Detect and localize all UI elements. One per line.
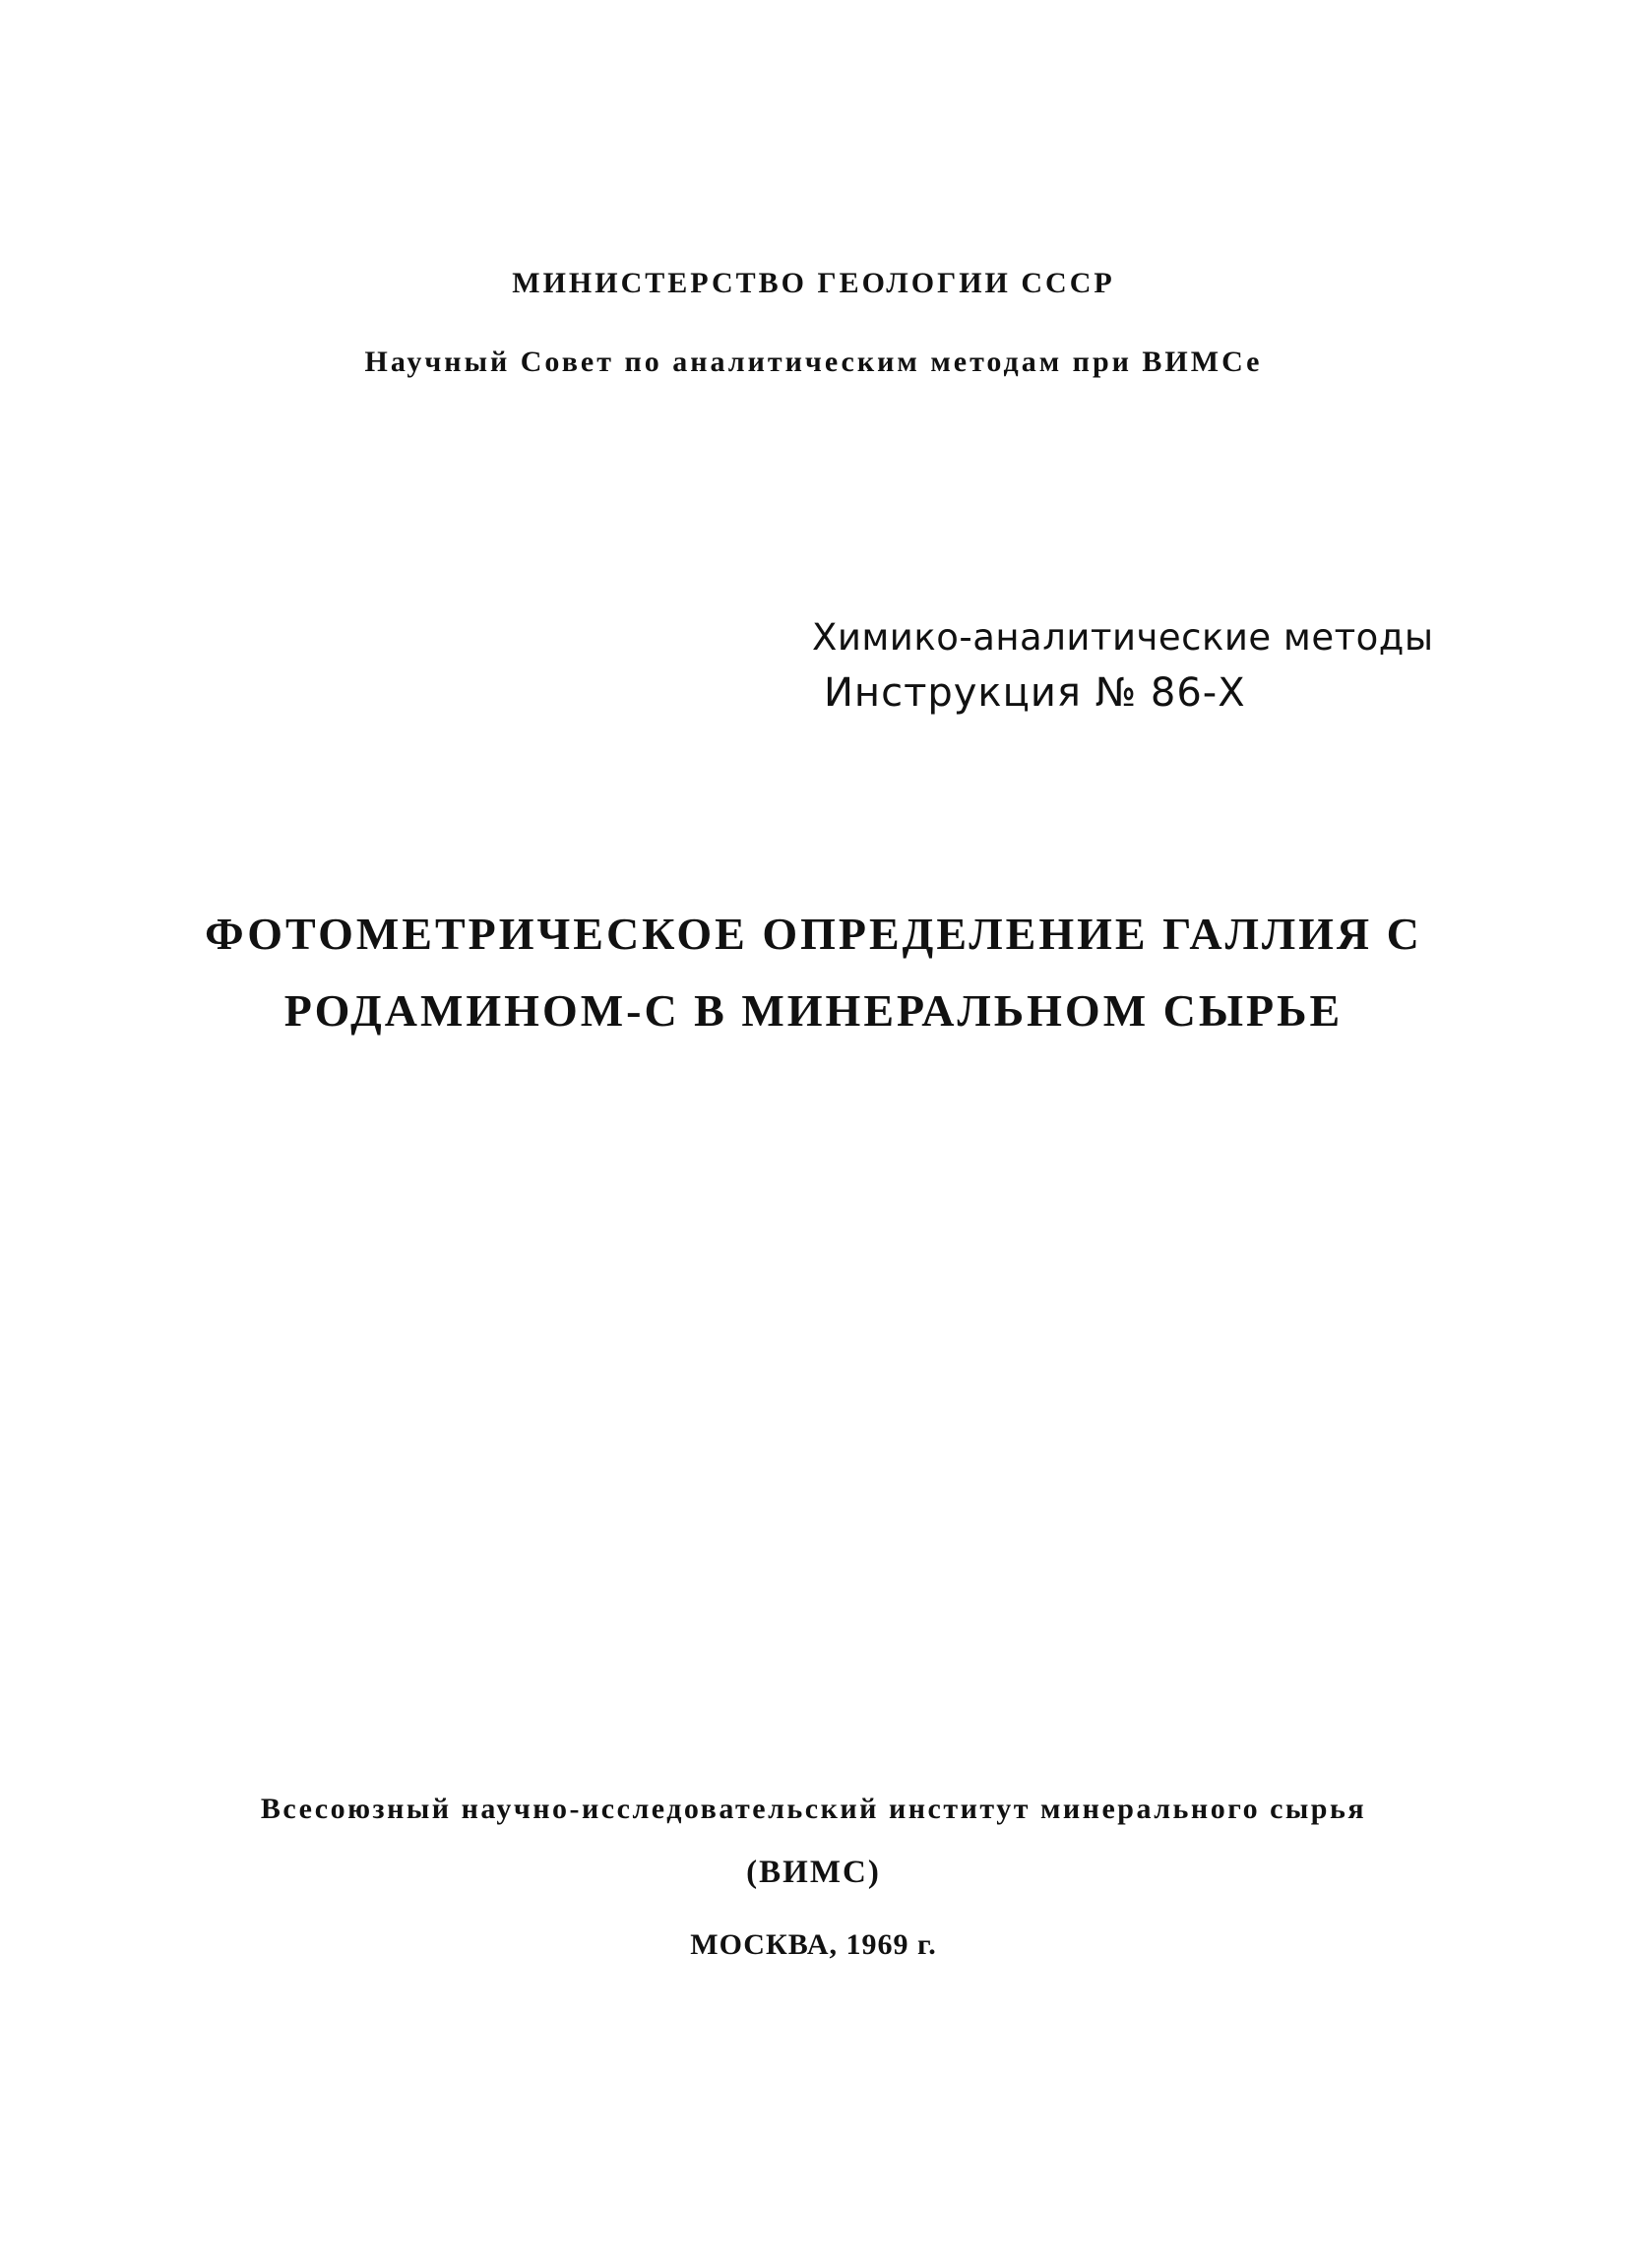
series-name: Химико-аналитические методы: [812, 616, 1434, 659]
series-block: [812, 614, 1462, 719]
ministry-heading: МИНИСТЕРСТВО ГЕОЛОГИИ СССР: [512, 267, 1115, 299]
council-heading: Научный Совет по аналитическим методам при ВИМСе: [364, 346, 1263, 378]
publisher-institute: Всесоюзный научно-исследовательский институт минерального сырья: [260, 1793, 1367, 1825]
publisher-abbreviation: (ВИМС): [746, 1855, 881, 1890]
publication-place-year: МОСКВА, 1969 г.: [690, 1928, 937, 1961]
document-title-line-2: РОДАМИНОМ-С В МИНЕРАЛЬНОМ СЫРЬЕ: [283, 985, 1344, 1036]
instruction-number: Инструкция № 86-Х: [824, 670, 1246, 716]
document-title-line-1: ФОТОМЕТРИЧЕСКОЕ ОПРЕДЕЛЕНИЕ ГАЛЛИЯ С: [205, 909, 1422, 959]
